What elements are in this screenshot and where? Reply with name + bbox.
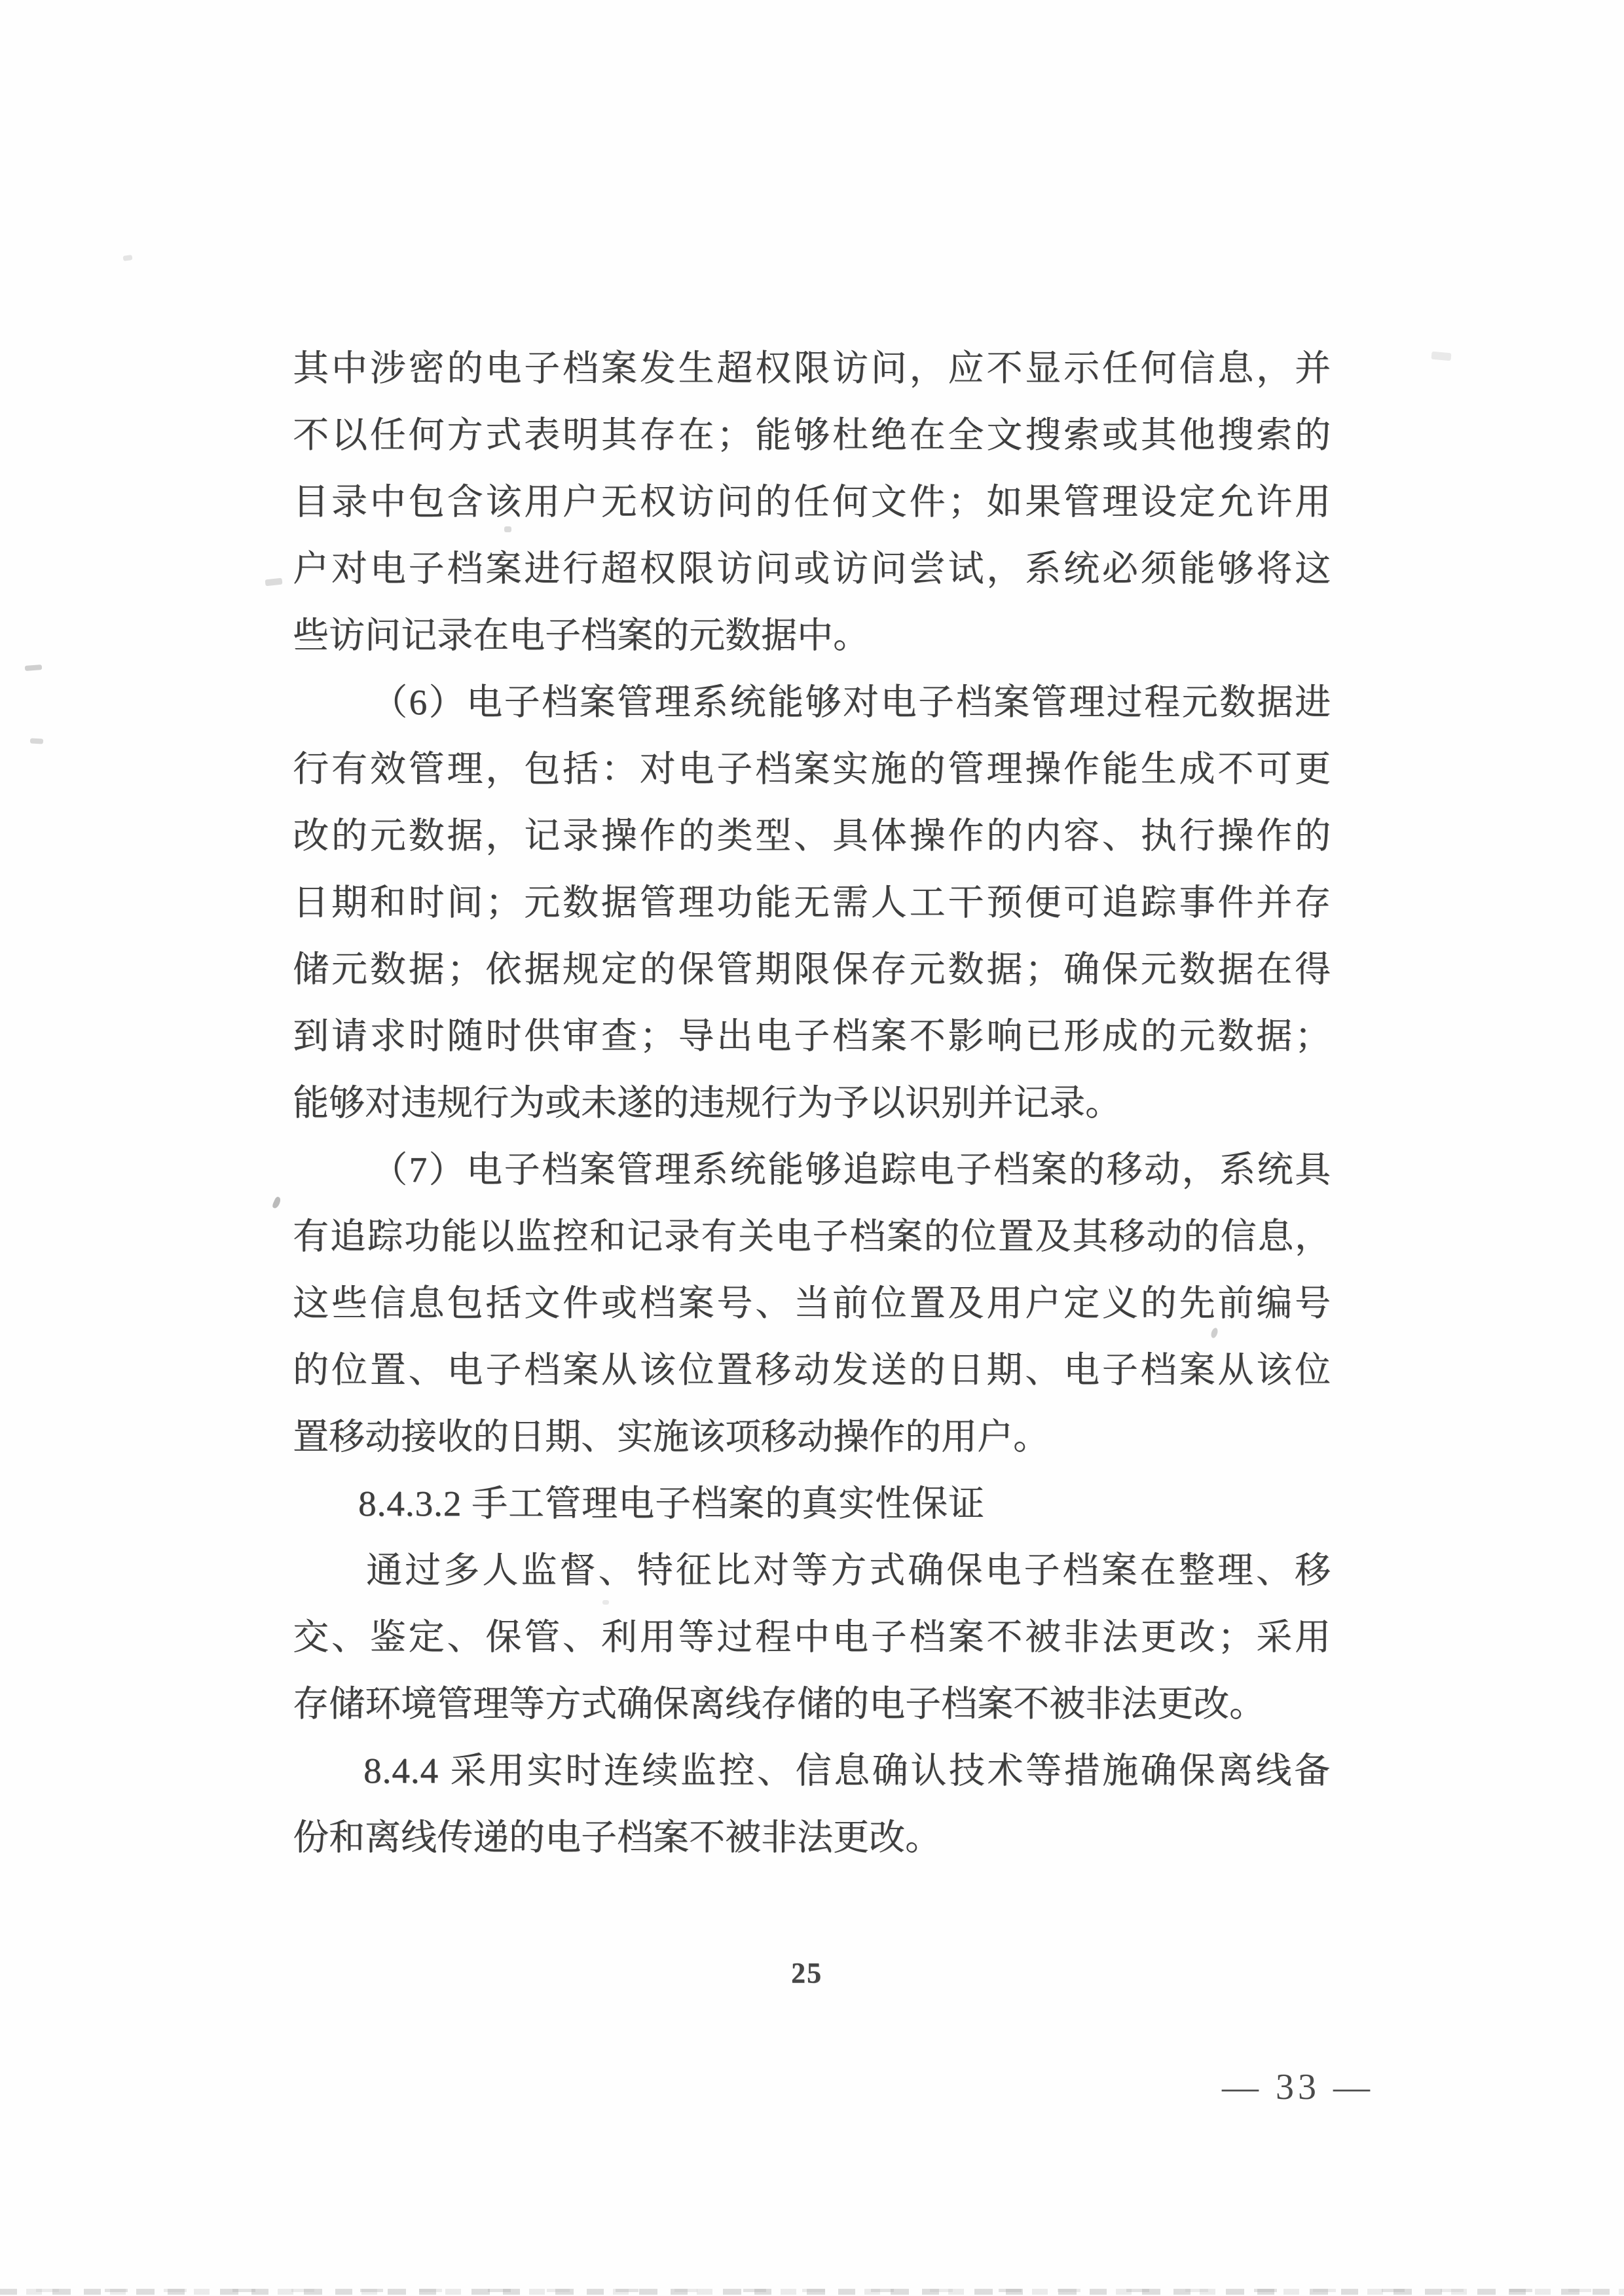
text-line: 有追踪功能以监控和记录有关电子档案的位置及其移动的信息， — [293, 1216, 1331, 1256]
heading-line: 8.4.4 采用实时连续监控、信息确认技术等措施确保离线备 — [363, 1751, 1331, 1791]
text-line: 目录中包含该用户无权访问的任何文件；如果管理设定允许用 — [293, 482, 1331, 522]
scan-artifact — [30, 738, 43, 744]
text-line: 通过多人监督、特征比对等方式确保电子档案在整理、移 — [366, 1550, 1331, 1590]
text-line: 的位置、电子档案从该位置移动发送的日期、电子档案从该位 — [293, 1350, 1331, 1390]
scan-artifact — [272, 1196, 282, 1209]
text-line: 改的元数据，记录操作的类型、具体操作的内容、执行操作的 — [293, 816, 1331, 856]
page-number: — 33 — — [1222, 2067, 1374, 2107]
text-line: （6）电子档案管理系统能够对电子档案管理过程元数据进 — [371, 682, 1331, 722]
scan-edge-artifact — [0, 2289, 1624, 2292]
text-line: 交、鉴定、保管、利用等过程中电子档案不被非法更改；采用 — [293, 1617, 1331, 1657]
scan-artifact — [1431, 352, 1452, 361]
scan-artifact — [25, 665, 42, 671]
text-line: 存储环境管理等方式确保离线存储的电子档案不被非法更改。 — [293, 1684, 1266, 1724]
inner-page-number: 25 — [791, 1957, 822, 1989]
text-line: 些访问记录在电子档案的元数据中。 — [293, 615, 870, 655]
text-line: 能够对违规行为或未遂的违规行为予以识别并记录。 — [293, 1083, 1122, 1123]
scan-edge-artifact — [0, 2289, 1624, 2295]
text-line: 份和离线传递的电子档案不被非法更改。 — [293, 1817, 942, 1857]
text-line: 储元数据；依据规定的保管期限保存元数据；确保元数据在得 — [293, 949, 1331, 989]
heading-line: 8.4.3.2 手工管理电子档案的真实性保证 — [358, 1484, 986, 1523]
text-line: （7）电子档案管理系统能够追踪电子档案的移动，系统具 — [371, 1150, 1331, 1190]
document-body — [293, 335, 1331, 1871]
text-line: 日期和时间；元数据管理功能无需人工干预便可追踪事件并存 — [293, 883, 1331, 922]
text-line: 其中涉密的电子档案发生超权限访问，应不显示任何信息，并 — [293, 348, 1331, 388]
scan-artifact — [123, 255, 133, 261]
scan-artifact — [265, 578, 283, 587]
text-line: 户对电子档案进行超权限访问或访问尝试，系统必须能够将这 — [293, 549, 1331, 589]
text-line: 到请求时随时供审查；导出电子档案不影响已形成的元数据； — [293, 1016, 1331, 1056]
text-line: 不以任何方式表明其存在；能够杜绝在全文搜索或其他搜索的 — [293, 415, 1331, 455]
text-line: 行有效管理，包括：对电子档案实施的管理操作能生成不可更 — [293, 749, 1331, 789]
text-line: 这些信息包括文件或档案号、当前位置及用户定义的先前编号 — [293, 1283, 1331, 1323]
text-line: 置移动接收的日期、实施该项移动操作的用户。 — [293, 1417, 1050, 1457]
